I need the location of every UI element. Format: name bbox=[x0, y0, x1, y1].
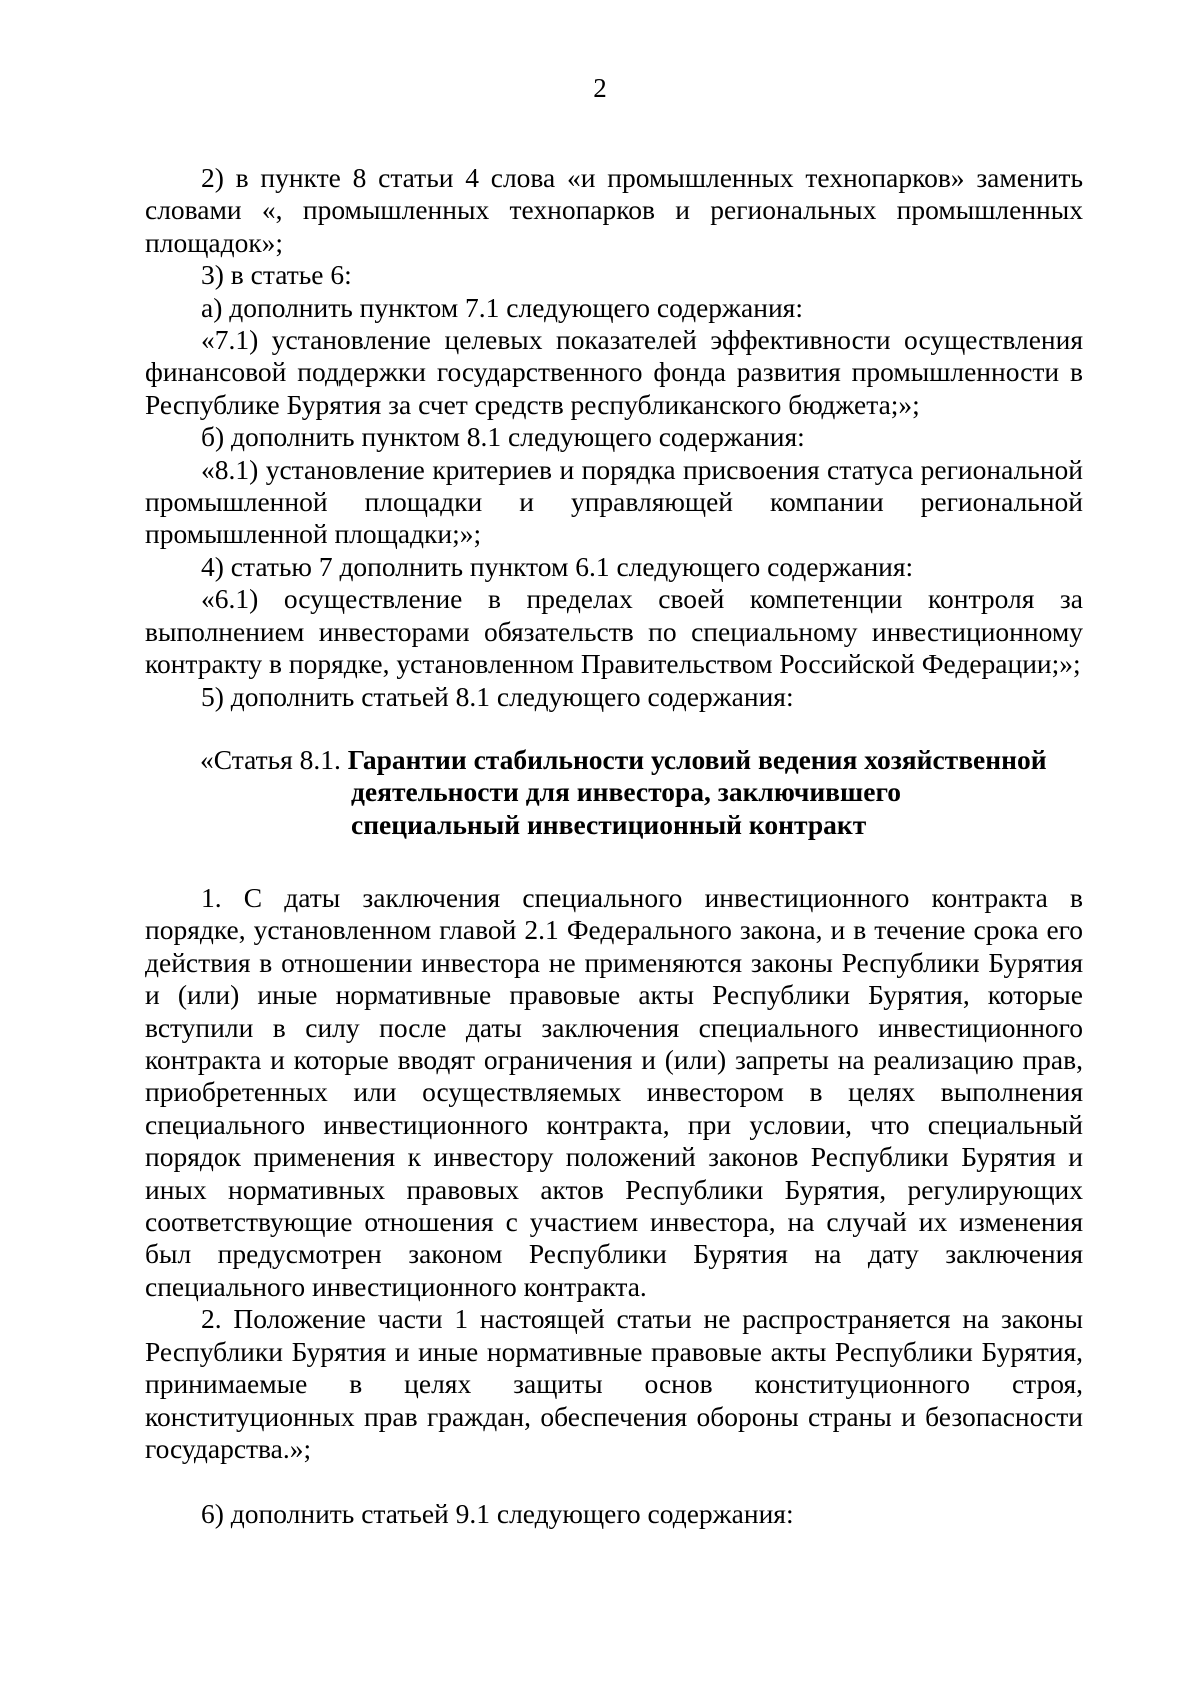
paragraph: 4) статью 7 дополнить пунктом 6.1 следующего содержания: bbox=[201, 550, 914, 582]
paragraph: б) дополнить пунктом 8.1 следующего содержания: bbox=[201, 421, 805, 453]
article-title-part-1: Гарантии стабильности условий ведения хозяйственной bbox=[347, 744, 1047, 775]
article-part-1: 1. С даты заключения специального инвестиционного контракта в порядке, установленном главой 2.1 Федерального закона, и в течение срока его действия в отношении инвестора не применяются законы Республики Бурятия и (или) иные нормативные правовые акты Республики Бурятия, которые вступили в силу после даты заключения специального инвестиционного контракта и которые вводят ограничения и (или) запреты на реализацию прав, приобретенных или осуществляемых инвестором в целях выполнения специального инвестиционного контракта, при условии, что специальный порядок применения к инвестору положений законов Республики Бурятия и иных нормативных правовых актов Республики Бурятия, регулирующих соответствующие отношения с участием инвестора, на случай их изменения был предусмотрен законом Республики Бурятия на дату заключения специального инвестиционного контракта. bbox=[145, 882, 1083, 1302]
article-title-part-3: специальный инвестиционный контракт bbox=[351, 808, 867, 840]
article-number: «Статья 8.1. bbox=[200, 744, 348, 775]
paragraph: 2) в пункте 8 статьи 4 слова «и промышленных технопарков» заменить словами «, промышленных технопарков и региональных промышленных площадок»; bbox=[145, 162, 1083, 258]
paragraph: 5) дополнить статьей 8.1 следующего содержания: bbox=[201, 680, 794, 712]
paragraph: «8.1) установление критериев и порядка присвоения статуса региональной промышленной площадки и управляющей компании региональной промышленной площадки;»; bbox=[145, 453, 1083, 550]
paragraph: «7.1) установление целевых показателей эффективности осуществления финансовой поддержки государственного фонда развития промышленности в Республике Бурятия за счет средств республиканского бюджета;»; bbox=[145, 324, 1083, 420]
article-heading bbox=[200, 744, 1100, 841]
article-heading-line-3 bbox=[200, 809, 1100, 841]
amendments-block-1 bbox=[145, 162, 1083, 713]
article-heading-line-1 bbox=[200, 744, 1100, 776]
page-number: 2 bbox=[593, 73, 607, 103]
article-part-2: 2. Положение части 1 настоящей статьи не распространяется на законы Республики Бурятия и иные нормативные правовые акты Республики Бурятия, принимаемые в целях защиты основ конституционного строя, конституционных прав граждан, обеспечения обороны страны и безопасности государства.»; bbox=[145, 1303, 1083, 1464]
paragraph: 6) дополнить статьей 9.1 следующего содержания: bbox=[201, 1498, 794, 1529]
paragraph: а) дополнить пунктом 7.1 следующего содержания: bbox=[201, 291, 803, 323]
article-heading-line-2 bbox=[200, 776, 1100, 808]
paragraph: 3) в статье 6: bbox=[201, 259, 352, 291]
article-body bbox=[145, 882, 1083, 1465]
article-title-part-2: деятельности для инвестора, заключившего bbox=[351, 776, 901, 808]
paragraph: «6.1) осуществление в пределах своей компетенции контроля за выполнением инвесторами обязательств по специальному инвестиционному контракту в порядке, установленном Правительством Российской Федерации;»; bbox=[145, 583, 1083, 680]
amendments-block-2 bbox=[145, 1498, 1083, 1530]
